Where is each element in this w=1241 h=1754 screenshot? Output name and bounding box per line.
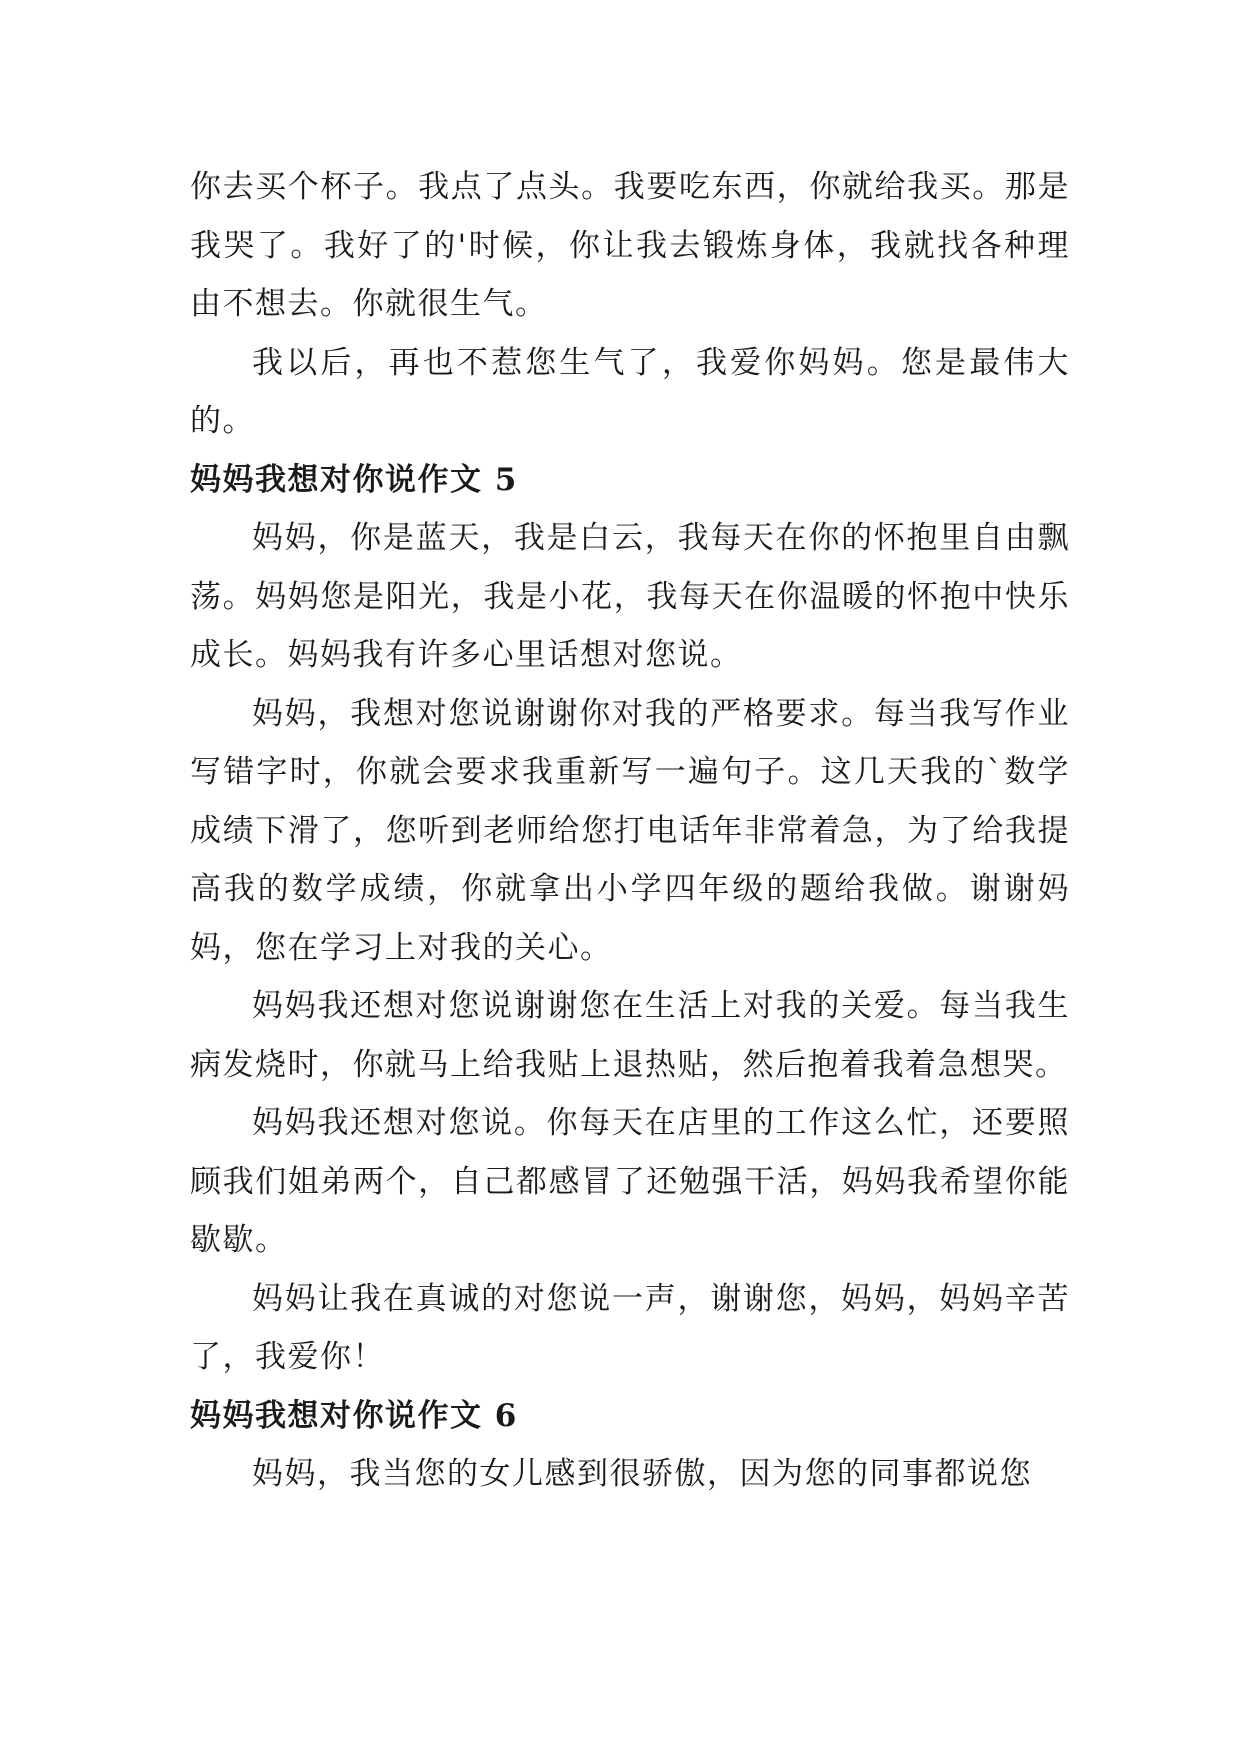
document-body	[190, 158, 1070, 1504]
paragraph: 妈妈我还想对您说。你每天在店里的工作这么忙，还要照顾我们姐弟两个，自己都感冒了还勉强干活，妈妈我希望你能歇歇。	[190, 1105, 1070, 1258]
paragraph: 妈妈，你是蓝天，我是白云，我每天在你的怀抱里自由飘荡。妈妈您是阳光，我是小花，我每天在你温暖的怀抱中快乐成长。妈妈我有许多心里话想对您说。	[190, 520, 1070, 673]
section-heading: 妈妈我想对你说作文 5	[190, 461, 518, 498]
paragraph: 妈妈，我想对您说谢谢你对我的严格要求。每当我写作业写错字时，你就会要求我重新写一遍句子。这几天我的`数学成绩下滑了，您听到老师给您打电话年非常着急，为了给我提高我的数学成绩，你就拿出小学四年级的题给我做。谢谢妈妈，您在学习上对我的关心。	[190, 695, 1070, 966]
paragraph: 我以后，再也不惹您生气了，我爱你妈妈。您是最伟大的。	[190, 344, 1070, 439]
paragraph: 妈妈，我当您的女儿感到很骄傲，因为您的同事都说您	[252, 1456, 1032, 1492]
paragraph: 你去买个杯子。我点了点头。我要吃东西，你就给我买。那是我哭了。我好了的'时候，你让我去锻炼身体，我就找各种理由不想去。你就很生气。	[190, 169, 1070, 322]
section-heading: 妈妈我想对你说作文 6	[190, 1397, 518, 1434]
paragraph: 妈妈让我在真诚的对您说一声，谢谢您，妈妈，妈妈辛苦了，我爱你！	[190, 1280, 1070, 1375]
paragraph: 妈妈我还想对您说谢谢您在生活上对我的关爱。每当我生病发烧时，你就马上给我贴上退热贴，然后抱着我着急想哭。	[190, 988, 1070, 1083]
